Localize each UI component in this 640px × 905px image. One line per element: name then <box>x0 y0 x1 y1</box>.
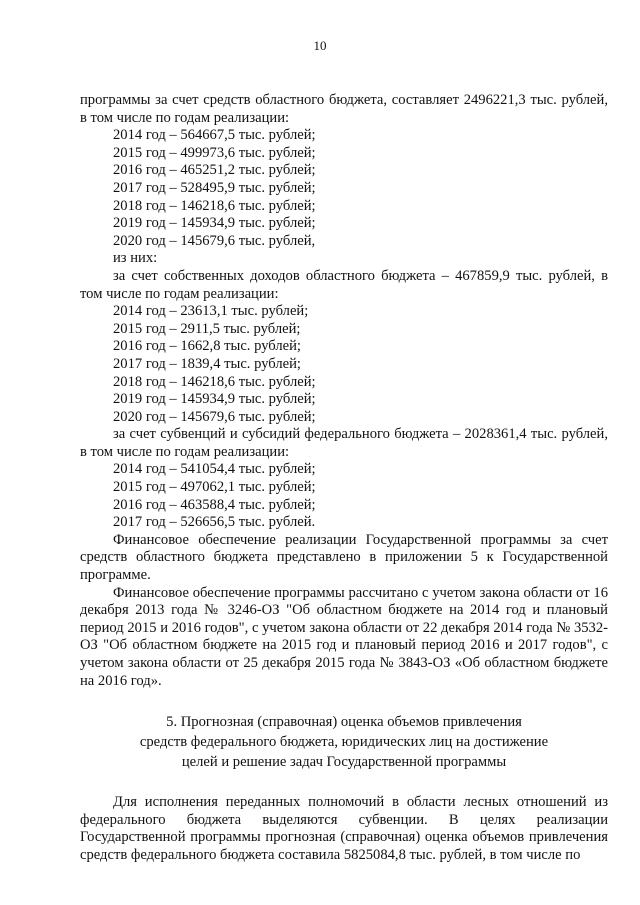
list-item: 2020 год – 145679,6 тыс. рублей; <box>113 408 316 425</box>
list-item: 2017 год – 526656,5 тыс. рублей. <box>113 514 316 531</box>
list-item: 2015 год – 499973,6 тыс. рублей; <box>113 144 316 161</box>
list-item: 2015 год – 497062,1 тыс. рублей; <box>113 479 316 496</box>
section-heading-line: 5. Прогнозная (справочная) оценка объемов привлечения <box>166 714 522 731</box>
list-item: 2019 год – 145934,9 тыс. рублей; <box>113 215 316 232</box>
federal-by-year-list <box>80 461 608 531</box>
list-item: 2015 год – 2911,5 тыс. рублей; <box>113 320 301 337</box>
list-item: 2016 год – 1662,8 тыс. рублей; <box>113 338 301 355</box>
list-item: 2014 год – 541054,4 тыс. рублей; <box>113 461 316 478</box>
document-body <box>80 92 608 865</box>
list-item: 2014 год – 23613,1 тыс. рублей; <box>113 303 309 320</box>
list-item: 2018 год – 146218,6 тыс. рублей; <box>113 373 316 390</box>
financing-paragraph: Финансовое обеспечение реализации Государственной программы за счет средств областного бюджета представлено в приложении 5 к Государственной программе. <box>80 531 608 584</box>
federal-paragraph: за счет субвенций и субсидий федерального бюджета – 2028361,4 тыс. рублей, в том числе по годам реализации: <box>80 426 608 460</box>
list-item: 2016 год – 465251,2 тыс. рублей; <box>113 162 316 179</box>
law-paragraph: Финансовое обеспечение программы рассчитано с учетом закона области от 16 декабря 2013 года № 3246-ОЗ "Об областном бюджете на 2014 год и плановый период 2015 и 2016 годов", с учетом закона области от 22 декабря 2014 года № 3532-ОЗ "Об областном бюджете на 2015 год и плановый период 2016 и 2017 годов", с учетом закона области от 25 декабря 2015 года № 3843-ОЗ «Об областном бюджете на 2016 год». <box>80 584 608 689</box>
list-item: 2016 год – 463588,4 тыс. рублей; <box>113 496 316 513</box>
list-item: 2018 год – 146218,6 тыс. рублей; <box>113 197 316 214</box>
own-income-by-year-list <box>80 303 608 426</box>
section-heading <box>80 712 608 772</box>
section-heading-line: средств федерального бюджета, юридических лиц на достижение <box>139 734 549 751</box>
list-item: 2014 год – 564667,5 тыс. рублей; <box>113 127 316 144</box>
page-number: 10 <box>313 38 327 53</box>
own-income-paragraph: за счет собственных доходов областного бюджета – 467859,9 тыс. рублей, в том числе по годам реализации: <box>80 267 608 302</box>
list-item: 2017 год – 528495,9 тыс. рублей; <box>113 179 316 196</box>
list-item: 2019 год – 145934,9 тыс. рублей; <box>113 391 316 408</box>
final-paragraph: Для исполнения переданных полномочий в области лесных отношений из федерального бюджета выделяются субвенции. В целях реализации Государственной программы прогнозная (справочная) оценка объемов привлечения средств федерального бюджета составила 5825084,8 тыс. рублей, в том числе по <box>80 794 608 863</box>
intro-paragraph: программы за счет средств областного бюджета, составляет 2496221,3 тыс. рублей, в том числе по годам реализации: <box>80 92 608 126</box>
list-item: 2020 год – 145679,6 тыс. рублей, <box>113 232 316 249</box>
section-heading-line: целей и решение задач Государственной программы <box>181 754 507 771</box>
of-which-label: из них: <box>113 250 158 267</box>
total-by-year-list <box>80 127 608 250</box>
list-item: 2017 год – 1839,4 тыс. рублей; <box>113 355 301 372</box>
